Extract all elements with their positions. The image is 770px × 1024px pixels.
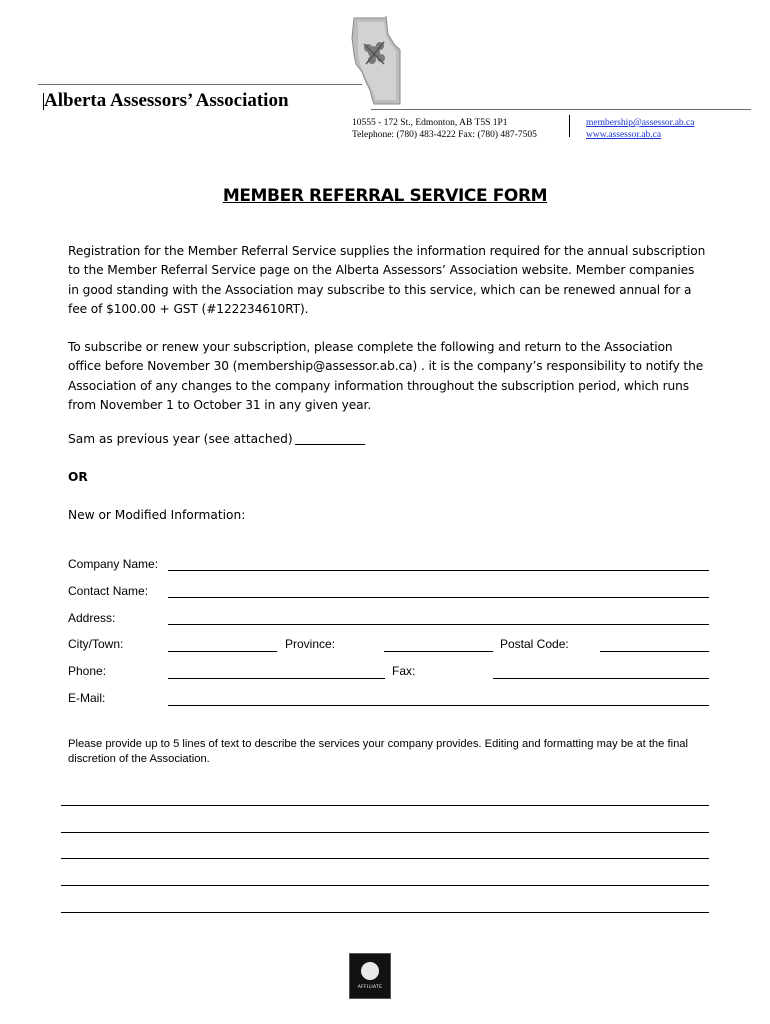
phone-line: Telephone: (780) 483-4222 Fax: (780) 487-7505 [352, 130, 537, 140]
org-address [352, 117, 537, 141]
intro-paragraph: Registration for the Member Referral Service supplies the information required for the annual subscription to the Member Referral Service page on the Alberta Assessors’ Association website. Member companies in good standing with the Association may subscribe to this service, which can be renewed annual for a fee of $100.00 + GST (#122234610RT). [68, 244, 706, 317]
address-line: 10555 - 172 St., Edmonton, AB T5S 1P1 [352, 118, 508, 128]
new-modified-label: New or Modified Information: [68, 508, 246, 522]
header-rule-bottom [371, 109, 751, 110]
company-name-label: Company Name: [68, 557, 159, 571]
page-title [0, 186, 770, 206]
phone-field[interactable] [168, 678, 385, 679]
company-name-field[interactable] [168, 570, 709, 571]
description-line-1[interactable] [61, 805, 709, 806]
email-label: E-Mail: [68, 691, 106, 705]
province-label: Province: [285, 637, 336, 651]
fax-label: Fax: [392, 664, 416, 678]
header-separator [569, 115, 570, 137]
website-link[interactable]: www.assessor.ab.ca [586, 130, 662, 140]
email-link[interactable]: membership@assessor.ab.ca [586, 118, 695, 128]
description-line-5[interactable] [61, 912, 709, 913]
instructions-paragraph: To subscribe or renew your subscription, please complete the following and return to the Association office before November 30 (membership@assessor.ab.ca) . it is the company’s responsibility to notify the Association of any changes to the company information throughout the subscription period, which runs from November 1 to October 31 in any given year. [68, 340, 704, 413]
postal-code-label: Postal Code: [500, 637, 569, 651]
address-label: Address: [68, 611, 116, 625]
phone-label: Phone: [68, 664, 107, 678]
same-as-previous [68, 432, 365, 446]
address-field[interactable] [168, 624, 709, 625]
description-line-4[interactable] [61, 885, 709, 886]
city-town-label: City/Town: [68, 637, 124, 651]
city-town-field[interactable] [168, 651, 277, 652]
same-as-previous-blank[interactable] [295, 444, 365, 445]
same-as-previous-label: Sam as previous year (see attached) [68, 432, 293, 446]
affiliate-badge [349, 953, 391, 999]
postal-code-field[interactable] [600, 651, 709, 652]
affiliate-badge-label: AFFILIATE [357, 985, 383, 990]
email-field[interactable] [168, 705, 709, 706]
org-name: Alberta Assessors’ Association [44, 90, 289, 111]
description-instructions: Please provide up to 5 lines of text to describe the services your company provides. Editing and formatting may be at the final discretion of the Association. [68, 738, 688, 765]
contact-name-field[interactable] [168, 597, 709, 598]
fax-field[interactable] [493, 678, 709, 679]
province-field[interactable] [384, 651, 493, 652]
description-line-3[interactable] [61, 858, 709, 859]
contact-name-label: Contact Name: [68, 584, 149, 598]
header-links [586, 117, 694, 141]
page-title-text: MEMBER REFERRAL SERVICE FORM [222, 186, 548, 206]
alberta-map-logo-icon [348, 14, 408, 108]
header-rule-top [38, 84, 362, 85]
or-label: OR [68, 470, 88, 484]
affiliate-badge-icon [361, 962, 379, 980]
description-line-2[interactable] [61, 832, 709, 833]
